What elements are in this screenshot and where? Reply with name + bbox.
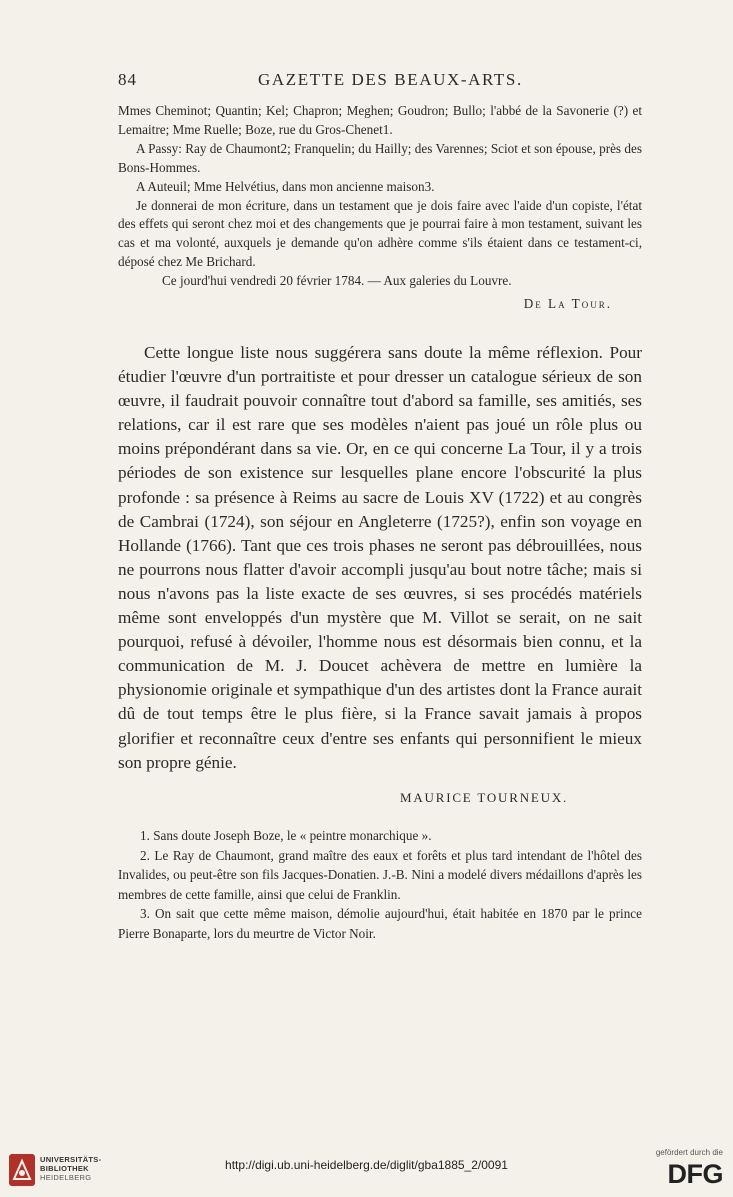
letter-paragraph: A Auteuil; Mme Helvétius, dans mon ancienne maison3.	[136, 178, 435, 194]
footnote-divider	[170, 816, 560, 817]
letter-paragraph: Mmes Cheminot; Quantin; Kel; Chapron; Meghen; Goudron; Bullo; l'abbé de la Savonerie (?) et Lemaitre; Mme Ruelle; Boze, rue du Gros-Chenet1.	[118, 103, 642, 137]
running-title: GAZETTE DES BEAUX-ARTS.	[258, 70, 523, 89]
footnote-item: 1. Sans doute Joseph Boze, le « peintre monarchique ».	[140, 828, 432, 843]
footnote-item: 2. Le Ray de Chaumont, grand maître des eaux et forêts et plus tard intendant de l'hôtel des Invalides, ou peut-être son fils Jacques-Donatien. J.-B. Nini a modelé divers médaillons d'après les membres de cette famille, ainsi que celui de Franklin.	[118, 847, 642, 902]
library-name-line: UNIVERSITÄTS-	[40, 1155, 102, 1164]
library-name-line: BIBLIOTHEK	[40, 1164, 89, 1173]
library-city: HEIDELBERG	[40, 1173, 92, 1182]
page-header	[118, 70, 642, 94]
letter-date-line: Ce jourd'hui vendredi 20 février 1784. — Aux galeries du Louvre.	[162, 273, 512, 289]
dfg-logo	[623, 1148, 723, 1192]
essay-author: MAURICE TOURNEUX.	[400, 790, 569, 805]
footnotes	[118, 826, 642, 943]
funded-by-label: gefördert durch die	[655, 1148, 723, 1157]
letter-paragraph: Je donnerai de mon écriture, dans un testament que je dois faire avec l'aide d'un copiste, l'état des effets qui seront chez moi et des changements que je pourrai faire à mon testament, suivant les cas et ma volonté, auxquels je demande qu'on adhère comme s'ils étaient dans ce testament-ci, déposé chez Me Brichard.	[118, 197, 642, 270]
footnote-item: 3. On sait que cette même maison, démolie aujourd'hui, était habitée en 1870 par le prince Pierre Bonaparte, lors du meurtre de Victor Noir.	[118, 906, 642, 941]
letter-paragraph: A Passy: Ray de Chaumont2; Franquelin; du Hailly; des Varennes; Sciot et son épouse, près des Bons-Hommes.	[118, 140, 642, 175]
dfg-wordmark: DFG	[667, 1159, 723, 1189]
letter-signature: De La Tour.	[523, 296, 612, 312]
page-number: 84	[118, 70, 137, 89]
essay-body	[118, 341, 642, 775]
permalink-url[interactable]: http://digi.ub.uni-heidelberg.de/diglit/gba1885_2/0091	[225, 1158, 508, 1172]
quoted-letter	[118, 102, 642, 314]
essay-paragraph: Cette longue liste nous suggérera sans doute la même réflexion. Pour étudier l'œuvre d'un portraitiste et pour dresser un catalogue sérieux de son œuvre, il faudrait pouvoir connaître tout d'abord sa famille, ses amitiés, ses relations, car il est rare que ses modèles n'aient pas joué un rôle plus ou moins prépondérant dans sa vie. Or, en ce qui concerne La Tour, il y a trois périodes de son existence sur lesquelles plane encore l'obscurité la plus profonde : sa présence à Reims au sacre de Louis XV (1722) et au congrès de Cambrai (1724), son séjour en Angleterre (1725?), enfin son voyage en Hollande (1766). Tant que ces trois phases ne seront pas débrouillées, nous ne pourrons nous flatter d'avoir accompli jusqu'au bout notre tâche; mais si nous n'avons pas la liste exacte de ses œuvres, si ses procédés matériels même sont enveloppés d'un mystère que M. Villot se serait, on ne sait pourquoi, refusé à dévoiler, l'homme nous est désormais bien connu, et la communication de M. J. Doucet achèvera de mettre en lumière la physionomie originale et sympathique d'un des artistes dont la France aurait dû de tout temps être le plus fière, si la France savait jamais à propos glorifier et reconnaître ceux d'entre ses enfants qui personnifient le mieux son propre génie.	[118, 343, 642, 772]
